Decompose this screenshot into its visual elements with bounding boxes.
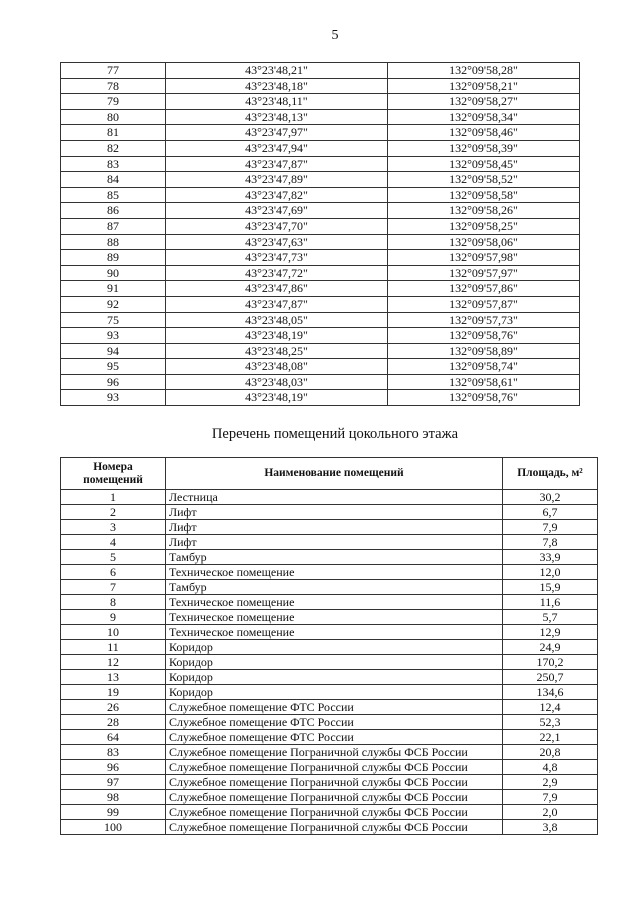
table-row <box>61 745 598 760</box>
point-number-cell: 89 <box>61 250 166 266</box>
latitude-cell: 43°23'48,11" <box>166 94 388 110</box>
table-row <box>61 94 580 110</box>
room-number-cell: 4 <box>61 535 166 550</box>
longitude-cell: 132°09'58,34" <box>388 109 580 125</box>
table-row <box>61 281 580 297</box>
table-row <box>61 505 598 520</box>
table-row <box>61 172 580 188</box>
latitude-cell: 43°23'47,82" <box>166 187 388 203</box>
latitude-cell: 43°23'48,13" <box>166 109 388 125</box>
table-row <box>61 296 580 312</box>
room-area-cell: 7,8 <box>503 535 598 550</box>
room-number-cell: 26 <box>61 700 166 715</box>
table-row <box>61 580 598 595</box>
latitude-cell: 43°23'47,63" <box>166 234 388 250</box>
rooms-table <box>60 457 598 835</box>
room-area-cell: 6,7 <box>503 505 598 520</box>
room-number-cell: 28 <box>61 715 166 730</box>
table-row <box>61 156 580 172</box>
room-area-cell: 20,8 <box>503 745 598 760</box>
room-number-cell: 1 <box>61 490 166 505</box>
room-area-cell: 4,8 <box>503 760 598 775</box>
point-number-cell: 79 <box>61 94 166 110</box>
table-row <box>61 805 598 820</box>
room-area-cell: 7,9 <box>503 790 598 805</box>
table-row <box>61 760 598 775</box>
latitude-cell: 43°23'47,87" <box>166 296 388 312</box>
room-number-cell: 83 <box>61 745 166 760</box>
point-number-cell: 91 <box>61 281 166 297</box>
room-area-cell: 134,6 <box>503 685 598 700</box>
table-row <box>61 265 580 281</box>
room-name-cell: Тамбур <box>166 580 503 595</box>
longitude-cell: 132°09'58,26" <box>388 203 580 219</box>
table-row <box>61 125 580 141</box>
table-row <box>61 374 580 390</box>
longitude-cell: 132°09'58,25" <box>388 218 580 234</box>
room-number-cell: 19 <box>61 685 166 700</box>
room-number-cell: 11 <box>61 640 166 655</box>
table-row <box>61 218 580 234</box>
point-number-cell: 86 <box>61 203 166 219</box>
room-number-cell: 5 <box>61 550 166 565</box>
room-area-cell: 11,6 <box>503 595 598 610</box>
table-row <box>61 625 598 640</box>
longitude-cell: 132°09'58,06" <box>388 234 580 250</box>
latitude-cell: 43°23'47,97" <box>166 125 388 141</box>
point-number-cell: 93 <box>61 390 166 406</box>
room-name-cell: Коридор <box>166 640 503 655</box>
header-room-area: Площадь, м² <box>503 458 598 490</box>
longitude-cell: 132°09'58,76" <box>388 328 580 344</box>
room-name-cell: Тамбур <box>166 550 503 565</box>
room-number-cell: 99 <box>61 805 166 820</box>
room-number-cell: 98 <box>61 790 166 805</box>
room-area-cell: 30,2 <box>503 490 598 505</box>
longitude-cell: 132°09'58,58" <box>388 187 580 203</box>
point-number-cell: 88 <box>61 234 166 250</box>
room-name-cell: Техническое помещение <box>166 610 503 625</box>
table-row <box>61 187 580 203</box>
room-number-cell: 6 <box>61 565 166 580</box>
room-area-cell: 12,4 <box>503 700 598 715</box>
room-number-cell: 7 <box>61 580 166 595</box>
latitude-cell: 43°23'47,69" <box>166 203 388 219</box>
longitude-cell: 132°09'58,28" <box>388 63 580 79</box>
longitude-cell: 132°09'58,52" <box>388 172 580 188</box>
room-name-cell: Коридор <box>166 655 503 670</box>
table-row <box>61 343 580 359</box>
room-name-cell: Служебное помещение Пограничной службы ФСБ России <box>166 820 503 835</box>
longitude-cell: 132°09'57,73" <box>388 312 580 328</box>
room-name-cell: Коридор <box>166 670 503 685</box>
point-number-cell: 85 <box>61 187 166 203</box>
point-number-cell: 75 <box>61 312 166 328</box>
room-area-cell: 52,3 <box>503 715 598 730</box>
point-number-cell: 94 <box>61 343 166 359</box>
table-row <box>61 550 598 565</box>
room-area-cell: 2,9 <box>503 775 598 790</box>
room-name-cell: Служебное помещение ФТС России <box>166 700 503 715</box>
point-number-cell: 90 <box>61 265 166 281</box>
longitude-cell: 132°09'57,98" <box>388 250 580 266</box>
latitude-cell: 43°23'47,72" <box>166 265 388 281</box>
room-name-cell: Лифт <box>166 505 503 520</box>
table-row <box>61 685 598 700</box>
longitude-cell: 132°09'58,21" <box>388 78 580 94</box>
room-name-cell: Техническое помещение <box>166 595 503 610</box>
page-number: 5 <box>331 28 339 43</box>
table-row <box>61 109 580 125</box>
room-number-cell: 13 <box>61 670 166 685</box>
room-name-cell: Лестница <box>166 490 503 505</box>
latitude-cell: 43°23'47,87" <box>166 156 388 172</box>
latitude-cell: 43°23'48,05" <box>166 312 388 328</box>
point-number-cell: 96 <box>61 374 166 390</box>
room-number-cell: 64 <box>61 730 166 745</box>
room-name-cell: Служебное помещение ФТС России <box>166 730 503 745</box>
latitude-cell: 43°23'48,25" <box>166 343 388 359</box>
point-number-cell: 82 <box>61 140 166 156</box>
longitude-cell: 132°09'58,74" <box>388 359 580 375</box>
longitude-cell: 132°09'58,76" <box>388 390 580 406</box>
table-row <box>61 820 598 835</box>
table-row <box>61 730 598 745</box>
room-name-cell: Служебное помещение Пограничной службы ФСБ России <box>166 760 503 775</box>
longitude-cell: 132°09'58,46" <box>388 125 580 141</box>
room-name-cell: Техническое помещение <box>166 625 503 640</box>
table-row <box>61 640 598 655</box>
table-header-row <box>61 458 598 490</box>
room-area-cell: 170,2 <box>503 655 598 670</box>
room-name-cell: Техническое помещение <box>166 565 503 580</box>
table-row <box>61 775 598 790</box>
longitude-cell: 132°09'58,27" <box>388 94 580 110</box>
table-row <box>61 670 598 685</box>
longitude-cell: 132°09'57,97" <box>388 265 580 281</box>
table-row <box>61 520 598 535</box>
point-number-cell: 83 <box>61 156 166 172</box>
table-row <box>61 565 598 580</box>
table-row <box>61 312 580 328</box>
latitude-cell: 43°23'48,18" <box>166 78 388 94</box>
point-number-cell: 87 <box>61 218 166 234</box>
room-number-cell: 96 <box>61 760 166 775</box>
table-row <box>61 359 580 375</box>
table-row <box>61 250 580 266</box>
room-number-cell: 12 <box>61 655 166 670</box>
latitude-cell: 43°23'48,08" <box>166 359 388 375</box>
point-number-cell: 81 <box>61 125 166 141</box>
longitude-cell: 132°09'58,39" <box>388 140 580 156</box>
room-name-cell: Коридор <box>166 685 503 700</box>
latitude-cell: 43°23'47,86" <box>166 281 388 297</box>
point-number-cell: 77 <box>61 63 166 79</box>
table-row <box>61 610 598 625</box>
room-name-cell: Служебное помещение ФТС России <box>166 715 503 730</box>
header-room-number: Номера помещений <box>61 458 166 490</box>
latitude-cell: 43°23'47,73" <box>166 250 388 266</box>
longitude-cell: 132°09'57,87" <box>388 296 580 312</box>
table-row <box>61 328 580 344</box>
room-name-cell: Лифт <box>166 520 503 535</box>
latitude-cell: 43°23'48,03" <box>166 374 388 390</box>
longitude-cell: 132°09'58,45" <box>388 156 580 172</box>
room-name-cell: Служебное помещение Пограничной службы ФСБ России <box>166 775 503 790</box>
table-row <box>61 203 580 219</box>
table-row <box>61 390 580 406</box>
room-number-cell: 9 <box>61 610 166 625</box>
longitude-cell: 132°09'58,89" <box>388 343 580 359</box>
point-number-cell: 78 <box>61 78 166 94</box>
room-name-cell: Служебное помещение Пограничной службы ФСБ России <box>166 805 503 820</box>
longitude-cell: 132°09'57,86" <box>388 281 580 297</box>
room-area-cell: 15,9 <box>503 580 598 595</box>
latitude-cell: 43°23'48,19" <box>166 328 388 344</box>
table-row <box>61 595 598 610</box>
longitude-cell: 132°09'58,61" <box>388 374 580 390</box>
table-row <box>61 78 580 94</box>
table-row <box>61 655 598 670</box>
room-area-cell: 5,7 <box>503 610 598 625</box>
latitude-cell: 43°23'47,89" <box>166 172 388 188</box>
table-row <box>61 63 580 79</box>
coordinates-table <box>60 62 580 406</box>
table-row <box>61 140 580 156</box>
table-row <box>61 490 598 505</box>
room-area-cell: 33,9 <box>503 550 598 565</box>
table-row <box>61 535 598 550</box>
room-number-cell: 100 <box>61 820 166 835</box>
header-room-name: Наименование помещений <box>166 458 503 490</box>
table-row <box>61 715 598 730</box>
latitude-cell: 43°23'48,19" <box>166 390 388 406</box>
room-area-cell: 24,9 <box>503 640 598 655</box>
point-number-cell: 93 <box>61 328 166 344</box>
room-area-cell: 12,0 <box>503 565 598 580</box>
room-number-cell: 3 <box>61 520 166 535</box>
room-number-cell: 10 <box>61 625 166 640</box>
table-row <box>61 234 580 250</box>
latitude-cell: 43°23'47,70" <box>166 218 388 234</box>
room-number-cell: 8 <box>61 595 166 610</box>
latitude-cell: 43°23'47,94" <box>166 140 388 156</box>
point-number-cell: 92 <box>61 296 166 312</box>
rooms-section-title: Перечень помещений цокольного этажа <box>211 426 459 442</box>
room-area-cell: 3,8 <box>503 820 598 835</box>
room-name-cell: Лифт <box>166 535 503 550</box>
room-number-cell: 2 <box>61 505 166 520</box>
room-area-cell: 12,9 <box>503 625 598 640</box>
room-area-cell: 7,9 <box>503 520 598 535</box>
point-number-cell: 95 <box>61 359 166 375</box>
table-row <box>61 700 598 715</box>
room-area-cell: 250,7 <box>503 670 598 685</box>
latitude-cell: 43°23'48,21" <box>166 63 388 79</box>
table-row <box>61 790 598 805</box>
room-area-cell: 22,1 <box>503 730 598 745</box>
room-number-cell: 97 <box>61 775 166 790</box>
room-name-cell: Служебное помещение Пограничной службы ФСБ России <box>166 790 503 805</box>
room-area-cell: 2,0 <box>503 805 598 820</box>
room-name-cell: Служебное помещение Пограничной службы ФСБ России <box>166 745 503 760</box>
point-number-cell: 84 <box>61 172 166 188</box>
point-number-cell: 80 <box>61 109 166 125</box>
